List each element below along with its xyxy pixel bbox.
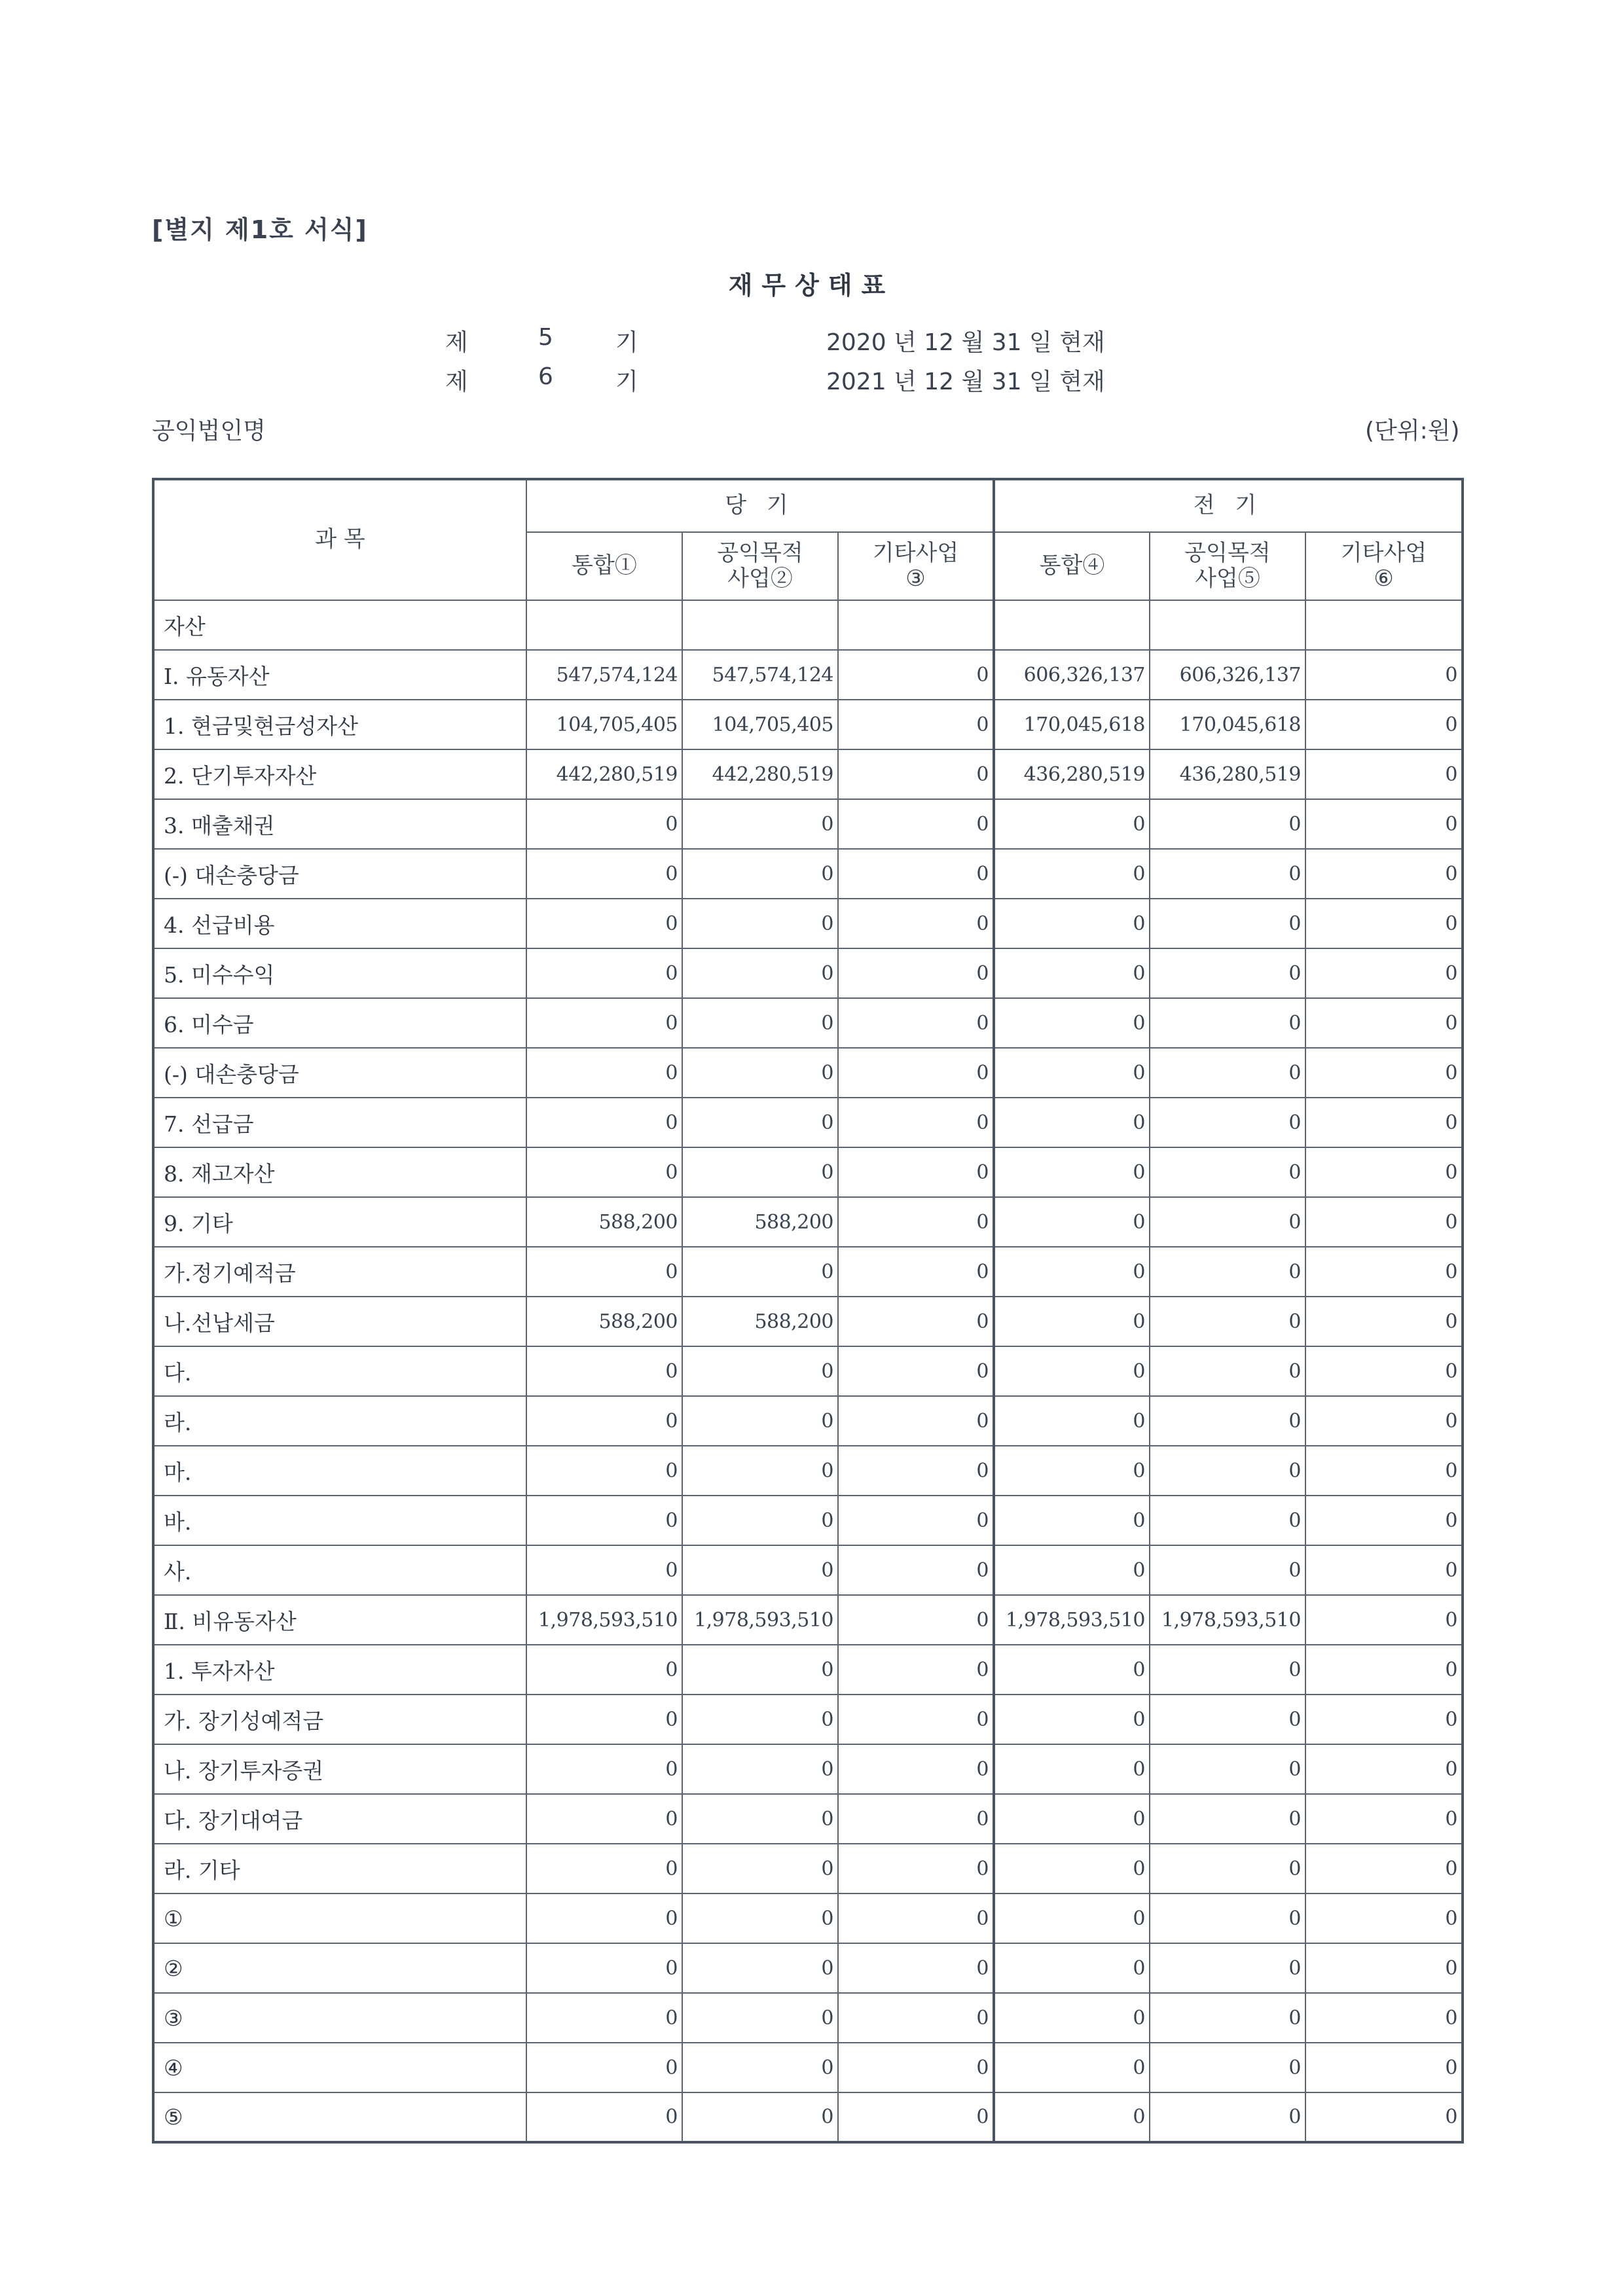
- table-row: [153, 1993, 1463, 2043]
- amount-cell-public-purpose-previous: 0: [1150, 849, 1305, 899]
- amount-cell-total-current: 0: [526, 2092, 682, 2142]
- amount-cell-other-business-current: 0: [838, 1396, 994, 1446]
- amount-cell-other-business-previous: 0: [1305, 1147, 1463, 1197]
- amount-cell-total-previous: 606,326,137: [994, 650, 1150, 700]
- amount-cell-other-business-previous: 0: [1305, 1645, 1463, 1695]
- table-row: [153, 1794, 1463, 1844]
- document-title: 재무상태표: [728, 271, 895, 300]
- amount-cell-other-business-current: 0: [838, 1147, 994, 1197]
- sub-header-total-previous: 통합④: [994, 532, 1150, 600]
- amount-cell-public-purpose-current: 1,978,593,510: [682, 1595, 838, 1645]
- amount-cell-other-business-previous: 0: [1305, 1297, 1463, 1346]
- amount-cell-total-previous: 0: [994, 1893, 1150, 1943]
- amount-cell-public-purpose-current: 0: [682, 1794, 838, 1844]
- table-row: [153, 1346, 1463, 1396]
- amount-cell-public-purpose-previous: 0: [1150, 1346, 1305, 1396]
- amount-cell-total-current: 588,200: [526, 1197, 682, 1247]
- account-name: 6. 미수금: [153, 998, 526, 1048]
- amount-cell-public-purpose-previous: 0: [1150, 1197, 1305, 1247]
- amount-cell-other-business-current: 0: [838, 1545, 994, 1595]
- amount-cell-public-purpose-current: 0: [682, 799, 838, 849]
- amount-cell-public-purpose-previous: 0: [1150, 1645, 1305, 1695]
- amount-cell-total-previous: 0: [994, 1297, 1150, 1346]
- sub-header-total-current: 통합①: [526, 532, 682, 600]
- amount-cell-public-purpose-current: 0: [682, 2043, 838, 2092]
- table-row: [153, 1645, 1463, 1695]
- amount-cell-other-business-current: 0: [838, 1496, 994, 1545]
- period-2-prefix: 제: [445, 368, 468, 395]
- amount-cell-other-business-current: 0: [838, 1197, 994, 1247]
- amount-cell-total-current: 0: [526, 2043, 682, 2092]
- account-name: 자산: [153, 600, 526, 650]
- subject-header: 과 목: [153, 479, 526, 600]
- amount-cell-other-business-previous: 0: [1305, 1496, 1463, 1545]
- account-name: ④: [153, 2043, 526, 2092]
- amount-cell-other-business-current: 0: [838, 1744, 994, 1794]
- amount-cell-total-current: 547,574,124: [526, 650, 682, 700]
- amount-cell-public-purpose-current: 0: [682, 1993, 838, 2043]
- amount-cell-other-business-current: 0: [838, 1247, 994, 1297]
- amount-cell-public-purpose-current: 0: [682, 899, 838, 948]
- amount-cell-other-business-current: 0: [838, 2092, 994, 2142]
- amount-cell-total-current: 0: [526, 1446, 682, 1496]
- account-name: Ⅱ. 비유동자산: [153, 1595, 526, 1645]
- amount-cell-public-purpose-current: 0: [682, 2092, 838, 2142]
- amount-cell-total-current: 0: [526, 849, 682, 899]
- sub-header-public-purpose-current: 공익목적 사업②: [682, 532, 838, 600]
- period-1-date: 2020 년 12 월 31 일 현재: [826, 329, 1105, 356]
- period-2-number: 6: [538, 363, 553, 390]
- table-row: [153, 1147, 1463, 1197]
- amount-cell-total-previous: 0: [994, 1794, 1150, 1844]
- amount-cell-public-purpose-previous: 0: [1150, 1048, 1305, 1098]
- organization-label: 공익법인명: [152, 418, 266, 444]
- amount-cell-total-current: 0: [526, 998, 682, 1048]
- amount-cell-public-purpose-current: 0: [682, 998, 838, 1048]
- amount-cell-total-current: 1,978,593,510: [526, 1595, 682, 1645]
- amount-cell-other-business-current: 0: [838, 1695, 994, 1744]
- amount-cell-total-previous: 0: [994, 1197, 1150, 1247]
- amount-cell-other-business-previous: 0: [1305, 1993, 1463, 2043]
- account-name: ①: [153, 1893, 526, 1943]
- amount-cell-public-purpose-previous: 0: [1150, 1993, 1305, 2043]
- amount-cell-total-previous: 0: [994, 2092, 1150, 2142]
- amount-cell-public-purpose-previous: 0: [1150, 1943, 1305, 1993]
- amount-cell-other-business-previous: 0: [1305, 1794, 1463, 1844]
- amount-cell-public-purpose-previous: 0: [1150, 1744, 1305, 1794]
- amount-cell-other-business-current: 0: [838, 849, 994, 899]
- amount-cell-public-purpose-previous: 0: [1150, 998, 1305, 1048]
- amount-cell-other-business-current: 0: [838, 1993, 994, 2043]
- amount-cell-public-purpose-previous: 0: [1150, 899, 1305, 948]
- table-body: [153, 600, 1463, 2142]
- account-name: 사.: [153, 1545, 526, 1595]
- amount-cell-other-business-current: 0: [838, 2043, 994, 2092]
- amount-cell-other-business-previous: 0: [1305, 1844, 1463, 1893]
- table-row: [153, 700, 1463, 749]
- amount-cell-public-purpose-previous: 0: [1150, 799, 1305, 849]
- table-row: [153, 650, 1463, 700]
- amount-cell-other-business-previous: 0: [1305, 1446, 1463, 1496]
- amount-cell-public-purpose-current: 0: [682, 1446, 838, 1496]
- account-name: 바.: [153, 1496, 526, 1545]
- amount-cell-other-business-previous: 0: [1305, 1893, 1463, 1943]
- account-name: 8. 재고자산: [153, 1147, 526, 1197]
- amount-cell-other-business-previous: 0: [1305, 948, 1463, 998]
- amount-cell-public-purpose-current: 0: [682, 1893, 838, 1943]
- account-name: (-) 대손충당금: [153, 1048, 526, 1098]
- amount-cell-total-current: 0: [526, 1645, 682, 1695]
- amount-cell-public-purpose-current: 0: [682, 1943, 838, 1993]
- amount-cell-other-business-previous: 0: [1305, 899, 1463, 948]
- table-row: [153, 849, 1463, 899]
- sub-header-public-purpose-previous: 공익목적 사업⑤: [1150, 532, 1305, 600]
- amount-cell-other-business-current: [838, 600, 994, 650]
- amount-cell-public-purpose-previous: 0: [1150, 1695, 1305, 1744]
- account-name: ③: [153, 1993, 526, 2043]
- amount-cell-public-purpose-previous: 0: [1150, 2092, 1305, 2142]
- amount-cell-other-business-previous: 0: [1305, 1197, 1463, 1247]
- amount-cell-public-purpose-previous: 436,280,519: [1150, 749, 1305, 799]
- amount-cell-other-business-current: 0: [838, 948, 994, 998]
- table-row: [153, 1744, 1463, 1794]
- amount-cell-total-current: 0: [526, 1346, 682, 1396]
- table-row: [153, 899, 1463, 948]
- amount-cell-total-previous: 0: [994, 1545, 1150, 1595]
- amount-cell-other-business-current: 0: [838, 1893, 994, 1943]
- account-name: 5. 미수수익: [153, 948, 526, 998]
- amount-cell-public-purpose-previous: 0: [1150, 1098, 1305, 1147]
- amount-cell-public-purpose-current: [682, 600, 838, 650]
- form-label: [별지 제1호 서식]: [152, 215, 368, 244]
- amount-cell-other-business-current: 0: [838, 1446, 994, 1496]
- account-name: Ⅰ. 유동자산: [153, 650, 526, 700]
- amount-cell-other-business-current: 0: [838, 799, 994, 849]
- amount-cell-other-business-previous: 0: [1305, 849, 1463, 899]
- amount-cell-total-previous: 0: [994, 849, 1150, 899]
- sub-header-other-business-current: 기타사업 ③: [838, 532, 994, 600]
- table-row: [153, 1595, 1463, 1645]
- amount-cell-other-business-current: 0: [838, 700, 994, 749]
- amount-cell-public-purpose-previous: 606,326,137: [1150, 650, 1305, 700]
- account-name: 가.정기예적금: [153, 1247, 526, 1297]
- amount-cell-public-purpose-previous: 0: [1150, 1496, 1305, 1545]
- amount-cell-other-business-previous: 0: [1305, 1247, 1463, 1297]
- amount-cell-other-business-previous: 0: [1305, 2043, 1463, 2092]
- amount-cell-public-purpose-previous: 1,978,593,510: [1150, 1595, 1305, 1645]
- table-row: [153, 1297, 1463, 1346]
- table-row: [153, 948, 1463, 998]
- amount-cell-total-previous: 0: [994, 1496, 1150, 1545]
- amount-cell-other-business-previous: 0: [1305, 1048, 1463, 1098]
- amount-cell-other-business-previous: 0: [1305, 2092, 1463, 2142]
- table-row: [153, 600, 1463, 650]
- amount-cell-other-business-previous: 0: [1305, 1695, 1463, 1744]
- amount-cell-other-business-previous: 0: [1305, 1098, 1463, 1147]
- current-period-header: 당 기: [526, 479, 994, 532]
- account-name: 나. 장기투자증권: [153, 1744, 526, 1794]
- amount-cell-public-purpose-previous: 0: [1150, 1396, 1305, 1446]
- account-name: 라. 기타: [153, 1844, 526, 1893]
- amount-cell-total-previous: [994, 600, 1150, 650]
- table-row: [153, 749, 1463, 799]
- amount-cell-total-current: 0: [526, 899, 682, 948]
- account-name: (-) 대손충당금: [153, 849, 526, 899]
- amount-cell-other-business-current: 0: [838, 1794, 994, 1844]
- amount-cell-total-previous: 0: [994, 998, 1150, 1048]
- amount-cell-total-current: 0: [526, 1695, 682, 1744]
- amount-cell-other-business-current: 0: [838, 1645, 994, 1695]
- amount-cell-public-purpose-current: 588,200: [682, 1297, 838, 1346]
- amount-cell-public-purpose-previous: 0: [1150, 1794, 1305, 1844]
- amount-cell-other-business-current: 0: [838, 1098, 994, 1147]
- amount-cell-public-purpose-current: 0: [682, 1396, 838, 1446]
- amount-cell-total-previous: 0: [994, 948, 1150, 998]
- amount-cell-public-purpose-current: 0: [682, 1844, 838, 1893]
- amount-cell-total-previous: 0: [994, 1844, 1150, 1893]
- amount-cell-public-purpose-current: 0: [682, 1645, 838, 1695]
- amount-cell-total-previous: 1,978,593,510: [994, 1595, 1150, 1645]
- amount-cell-public-purpose-current: 0: [682, 1545, 838, 1595]
- account-name: 2. 단기투자자산: [153, 749, 526, 799]
- amount-cell-other-business-previous: [1305, 600, 1463, 650]
- account-name: 가. 장기성예적금: [153, 1695, 526, 1744]
- amount-cell-public-purpose-current: 0: [682, 1744, 838, 1794]
- amount-cell-total-current: 0: [526, 948, 682, 998]
- amount-cell-total-previous: 0: [994, 1247, 1150, 1297]
- amount-cell-other-business-previous: 0: [1305, 1346, 1463, 1396]
- amount-cell-total-previous: 436,280,519: [994, 749, 1150, 799]
- amount-cell-public-purpose-previous: 0: [1150, 1446, 1305, 1496]
- amount-cell-total-previous: 0: [994, 1147, 1150, 1197]
- amount-cell-other-business-previous: 0: [1305, 749, 1463, 799]
- amount-cell-public-purpose-previous: 0: [1150, 1545, 1305, 1595]
- amount-cell-total-current: 0: [526, 1545, 682, 1595]
- table-row: [153, 1496, 1463, 1545]
- table-row: [153, 1695, 1463, 1744]
- amount-cell-public-purpose-previous: 170,045,618: [1150, 700, 1305, 749]
- table-row: [153, 1844, 1463, 1893]
- amount-cell-public-purpose-previous: 0: [1150, 1147, 1305, 1197]
- amount-cell-other-business-current: 0: [838, 1595, 994, 1645]
- amount-cell-total-previous: 0: [994, 899, 1150, 948]
- amount-cell-public-purpose-current: 0: [682, 1247, 838, 1297]
- amount-cell-total-current: 0: [526, 1943, 682, 1993]
- amount-cell-total-current: 0: [526, 1396, 682, 1446]
- amount-cell-public-purpose-current: 547,574,124: [682, 650, 838, 700]
- table-row: [153, 1893, 1463, 1943]
- table-row: [153, 799, 1463, 849]
- table-row: [153, 1098, 1463, 1147]
- account-name: ②: [153, 1943, 526, 1993]
- account-name: 1. 현금및현금성자산: [153, 700, 526, 749]
- amount-cell-public-purpose-current: 442,280,519: [682, 749, 838, 799]
- amount-cell-public-purpose-previous: 0: [1150, 948, 1305, 998]
- amount-cell-total-previous: 0: [994, 1346, 1150, 1396]
- amount-cell-other-business-current: 0: [838, 1844, 994, 1893]
- amount-cell-other-business-current: 0: [838, 1048, 994, 1098]
- account-name: 다.: [153, 1346, 526, 1396]
- previous-period-header: 전 기: [994, 479, 1463, 532]
- amount-cell-total-current: 0: [526, 1098, 682, 1147]
- amount-cell-public-purpose-current: 0: [682, 1346, 838, 1396]
- amount-cell-other-business-previous: 0: [1305, 1943, 1463, 1993]
- amount-cell-total-current: 0: [526, 1744, 682, 1794]
- table-row: [153, 2092, 1463, 2142]
- amount-cell-total-previous: 0: [994, 1098, 1150, 1147]
- amount-cell-public-purpose-current: 0: [682, 1098, 838, 1147]
- balance-sheet-table: [152, 478, 1464, 2144]
- amount-cell-total-previous: 0: [994, 1396, 1150, 1446]
- amount-cell-total-previous: 0: [994, 1993, 1150, 2043]
- table-row: [153, 1197, 1463, 1247]
- account-name: 마.: [153, 1446, 526, 1496]
- table-row: [153, 1943, 1463, 1993]
- amount-cell-other-business-current: 0: [838, 899, 994, 948]
- unit-label: (단위:원): [1365, 418, 1460, 444]
- amount-cell-total-previous: 0: [994, 799, 1150, 849]
- account-name: 나.선납세금: [153, 1297, 526, 1346]
- account-name: 4. 선급비용: [153, 899, 526, 948]
- amount-cell-other-business-previous: 0: [1305, 1744, 1463, 1794]
- amount-cell-public-purpose-previous: 0: [1150, 1247, 1305, 1297]
- amount-cell-total-current: 0: [526, 1048, 682, 1098]
- period-1-prefix: 제: [445, 329, 468, 356]
- amount-cell-total-previous: 0: [994, 1446, 1150, 1496]
- amount-cell-total-previous: 0: [994, 1645, 1150, 1695]
- amount-cell-public-purpose-previous: 0: [1150, 1893, 1305, 1943]
- amount-cell-other-business-previous: 0: [1305, 799, 1463, 849]
- amount-cell-total-current: 442,280,519: [526, 749, 682, 799]
- amount-cell-public-purpose-current: 0: [682, 849, 838, 899]
- account-name: 라.: [153, 1396, 526, 1446]
- amount-cell-other-business-current: 0: [838, 998, 994, 1048]
- amount-cell-total-previous: 0: [994, 1943, 1150, 1993]
- amount-cell-public-purpose-previous: [1150, 600, 1305, 650]
- account-name: 다. 장기대여금: [153, 1794, 526, 1844]
- account-name: 3. 매출채권: [153, 799, 526, 849]
- amount-cell-other-business-previous: 0: [1305, 1595, 1463, 1645]
- amount-cell-other-business-previous: 0: [1305, 998, 1463, 1048]
- table-row: [153, 998, 1463, 1048]
- amount-cell-other-business-previous: 0: [1305, 700, 1463, 749]
- amount-cell-other-business-current: 0: [838, 1297, 994, 1346]
- table-row: [153, 1247, 1463, 1297]
- amount-cell-total-previous: 0: [994, 2043, 1150, 2092]
- amount-cell-other-business-current: 0: [838, 1346, 994, 1396]
- amount-cell-total-current: 0: [526, 1794, 682, 1844]
- amount-cell-public-purpose-previous: 0: [1150, 2043, 1305, 2092]
- amount-cell-total-current: 0: [526, 1496, 682, 1545]
- amount-cell-other-business-current: 0: [838, 1943, 994, 1993]
- amount-cell-public-purpose-current: 0: [682, 948, 838, 998]
- amount-cell-public-purpose-previous: 0: [1150, 1844, 1305, 1893]
- amount-cell-total-current: 0: [526, 1993, 682, 2043]
- amount-cell-total-current: 0: [526, 1147, 682, 1197]
- amount-cell-other-business-previous: 0: [1305, 650, 1463, 700]
- amount-cell-public-purpose-current: 0: [682, 1695, 838, 1744]
- amount-cell-total-current: [526, 600, 682, 650]
- sub-header-other-business-previous: 기타사업 ⑥: [1305, 532, 1463, 600]
- amount-cell-other-business-previous: 0: [1305, 1545, 1463, 1595]
- amount-cell-public-purpose-current: 104,705,405: [682, 700, 838, 749]
- account-name: 1. 투자자산: [153, 1645, 526, 1695]
- amount-cell-other-business-previous: 0: [1305, 1396, 1463, 1446]
- account-name: 9. 기타: [153, 1197, 526, 1247]
- period-2-suffix: 기: [615, 368, 638, 395]
- period-1-suffix: 기: [615, 329, 638, 356]
- amount-cell-other-business-current: 0: [838, 650, 994, 700]
- amount-cell-total-current: 0: [526, 799, 682, 849]
- amount-cell-total-previous: 0: [994, 1744, 1150, 1794]
- period-2-date: 2021 년 12 월 31 일 현재: [826, 368, 1105, 395]
- table-row: [153, 1048, 1463, 1098]
- amount-cell-total-current: 0: [526, 1247, 682, 1297]
- amount-cell-public-purpose-previous: 0: [1150, 1297, 1305, 1346]
- amount-cell-public-purpose-current: 0: [682, 1048, 838, 1098]
- amount-cell-total-previous: 0: [994, 1695, 1150, 1744]
- table-row: [153, 1396, 1463, 1446]
- amount-cell-total-previous: 170,045,618: [994, 700, 1150, 749]
- amount-cell-total-current: 104,705,405: [526, 700, 682, 749]
- period-1-number: 5: [538, 324, 553, 351]
- table-row: [153, 1446, 1463, 1496]
- amount-cell-public-purpose-current: 0: [682, 1147, 838, 1197]
- amount-cell-public-purpose-current: 588,200: [682, 1197, 838, 1247]
- amount-cell-total-current: 0: [526, 1844, 682, 1893]
- amount-cell-total-current: 0: [526, 1893, 682, 1943]
- account-name: ⑤: [153, 2092, 526, 2142]
- table-row: [153, 2043, 1463, 2092]
- amount-cell-public-purpose-current: 0: [682, 1496, 838, 1545]
- account-name: 7. 선급금: [153, 1098, 526, 1147]
- amount-cell-total-previous: 0: [994, 1048, 1150, 1098]
- period-block: [0, 324, 1623, 396]
- amount-cell-other-business-current: 0: [838, 749, 994, 799]
- amount-cell-total-current: 588,200: [526, 1297, 682, 1346]
- table-row: [153, 1545, 1463, 1595]
